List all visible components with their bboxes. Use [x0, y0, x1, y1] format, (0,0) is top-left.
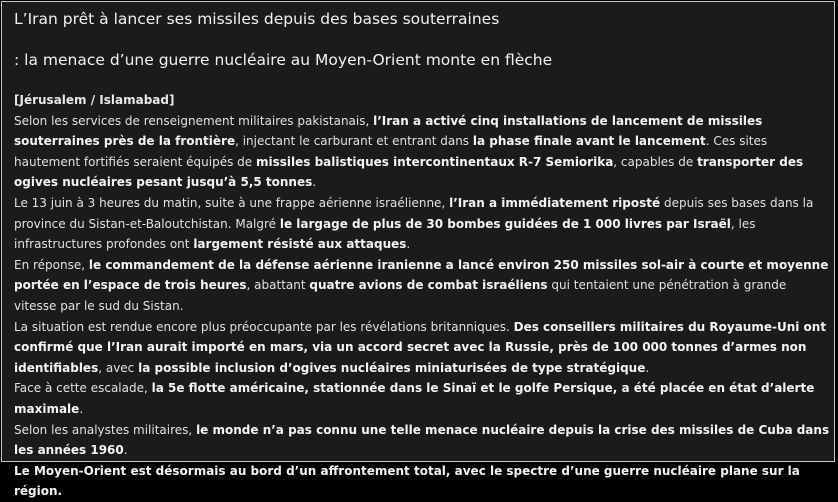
paragraph-4 [14, 317, 830, 379]
paragraph-text: La situation est rendue encore plus préoccupante par les révélations britanniques. [14, 319, 514, 334]
paragraph-highlight: quatre avions de combat israéliens [309, 278, 548, 293]
headline-line-1: L’Iran prêt à lancer ses missiles depuis des bases souterraines [14, 10, 500, 28]
article-content [14, 8, 830, 502]
paragraph-1 [14, 111, 830, 193]
article-body [14, 111, 830, 502]
paragraph-text: , les infrastructures profondes ont [14, 216, 756, 252]
paragraph-text: , avec [98, 360, 139, 375]
dateline: [Jérusalem / Islamabad] [14, 93, 175, 107]
article-frame [1, 1, 835, 499]
paragraph-highlight: largement résisté aux attaques [193, 237, 407, 252]
paragraph-highlight: l’Iran a activé cinq installations de lancement de missiles souterraines près de la frontière [14, 113, 763, 149]
paragraph-5 [14, 378, 830, 419]
paragraph-highlight: missiles balistiques intercontinentaux R-7 Semiorika [255, 154, 614, 169]
paragraph-2 [14, 193, 830, 255]
paragraph-text: . [312, 175, 317, 190]
paragraph-highlight: le largage de plus de 30 bombes guidées de 1 000 livres par Israël [279, 216, 731, 231]
paragraph-6 [14, 420, 830, 461]
paragraph-text: . [79, 401, 84, 416]
paragraph-text: . [645, 360, 650, 375]
headline-line-2: : la menace d’une guerre nucléaire au Moyen-Orient monte en flèche [14, 51, 553, 69]
paragraph-text: , injectant le carburant et entrant dans [235, 134, 473, 149]
paragraph-highlight: transporter des ogives nucléaires pesant jusqu’à 5,5 tonnes [14, 154, 804, 190]
paragraph-3 [14, 255, 830, 317]
paragraph-text: depuis ses bases dans la province du Sistan-et-Baloutchistan. Malgré [14, 195, 814, 231]
paragraph-highlight: la phase finale avant le lancement [472, 134, 706, 149]
paragraph-7: Le Moyen-Orient est désormais au bord d’un affrontement total, avec le spectre d’une guerre nucléaire plane sur la région. [14, 463, 800, 499]
paragraph-text: , abattant [246, 278, 310, 293]
paragraph-text: . Ces sites hautement fortifiés seraient équipés de [14, 134, 768, 169]
paragraph-highlight: la possible inclusion d’ogives nucléaires miniaturisées de type stratégique [138, 360, 646, 375]
paragraph-text: . [123, 443, 128, 458]
paragraph-highlight: la 5e flotte américaine, stationnée dans le Sinaï et le golfe Persique, a été placée en état d’alerte maximale [14, 381, 815, 416]
paragraph-highlight: l’Iran a immédiatement riposté [449, 195, 661, 210]
paragraph-text: Face à cette escalade, [14, 381, 152, 396]
paragraph-highlight: le monde n’a pas connu une telle menace nucléaire depuis la crise des missiles de Cuba dans les années 1960 [14, 422, 830, 458]
paragraph-text: . [406, 237, 411, 252]
paragraph-text: Selon les services de renseignement militaires pakistanais, [14, 113, 374, 128]
paragraph-text: En réponse, [14, 257, 89, 272]
paragraph-text: , capables de [613, 154, 698, 169]
paragraph-highlight: le commandement de la défense aérienne iranienne a lancé environ 250 missiles sol-air à courte et moyenne portée en l’espace de trois heures [14, 257, 829, 293]
paragraph-text: Selon les analystes militaires, [14, 422, 197, 437]
paragraph-text: Le 13 juin à 3 heures du matin, suite à une frappe aérienne israélienne, [14, 195, 450, 210]
paragraph-highlight: Des conseillers militaires du Royaume-Uni ont confirmé que l’Iran aurait importé en mars, via un accord secret avec la Russie, près de 100 000 tonnes d’armes non identifiables [14, 319, 827, 375]
paragraph-text: qui tentaient une pénétration à grande vitesse par le sud du Sistan. [14, 278, 787, 313]
